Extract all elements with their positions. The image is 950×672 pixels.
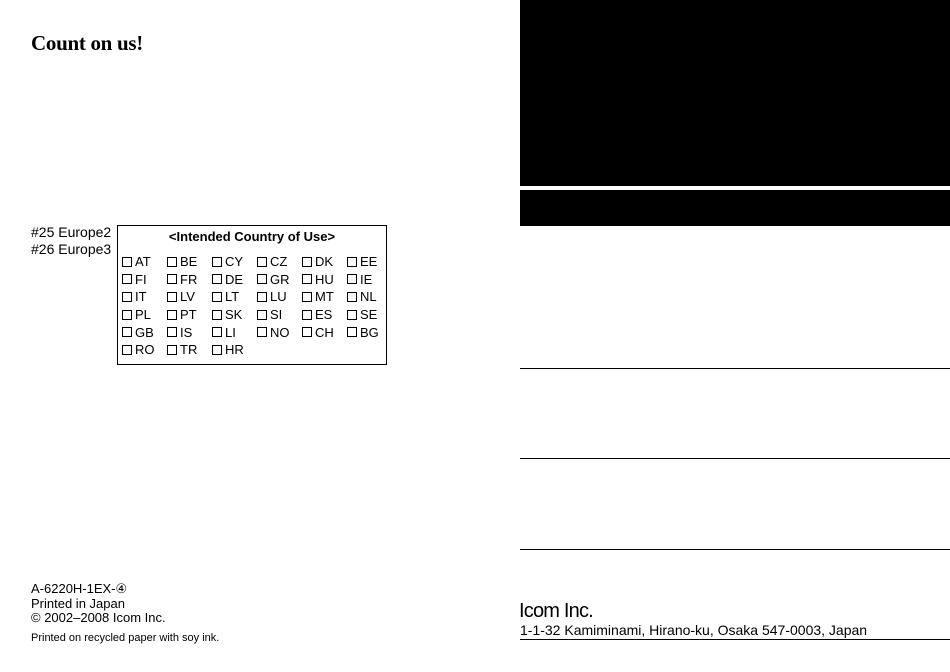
checkbox-icon[interactable] <box>212 257 222 267</box>
country-code: AT <box>135 254 151 270</box>
country-option <box>167 341 212 359</box>
country-checklist <box>122 253 392 359</box>
checkbox-icon[interactable] <box>122 345 132 355</box>
country-option <box>302 306 347 324</box>
checkbox-icon[interactable] <box>347 257 357 267</box>
country-code: IT <box>135 289 147 305</box>
intended-country-title: <Intended Country of Use> <box>168 229 336 244</box>
document-info <box>31 582 166 626</box>
country-code: PT <box>180 307 197 323</box>
country-code: HR <box>225 342 244 358</box>
icom-logo: Icom Inc. <box>519 600 593 622</box>
country-code: PL <box>135 307 151 323</box>
recycled-note: Printed on recycled paper with soy ink. <box>31 632 220 644</box>
country-code: FR <box>180 271 198 287</box>
checkbox-icon[interactable] <box>167 345 177 355</box>
checkbox-icon[interactable] <box>302 274 312 284</box>
checkbox-icon[interactable] <box>302 310 312 320</box>
checkbox-icon[interactable] <box>347 292 357 302</box>
country-option <box>302 288 347 306</box>
checkbox-icon[interactable] <box>347 274 357 284</box>
checkbox-icon[interactable] <box>167 274 177 284</box>
checkbox-icon[interactable] <box>257 292 267 302</box>
checkbox-icon[interactable] <box>257 257 267 267</box>
country-option <box>212 271 257 289</box>
country-code: GR <box>270 271 290 287</box>
country-option <box>167 253 212 271</box>
country-code: CH <box>315 324 334 340</box>
printed-in: Printed in Japan <box>31 595 125 611</box>
country-option <box>257 323 302 341</box>
checkbox-icon[interactable] <box>122 257 132 267</box>
version-label: #26 Europe3 <box>31 241 112 257</box>
country-option <box>122 271 167 289</box>
country-option <box>302 323 347 341</box>
copyright: © 2002–2008 Icom Inc. <box>31 610 166 625</box>
version-label: #25 Europe2 <box>31 224 112 240</box>
country-code: LU <box>270 289 287 305</box>
country-code: IS <box>180 324 193 340</box>
country-code: CZ <box>270 254 288 270</box>
country-code: BG <box>360 324 379 340</box>
country-option <box>302 253 347 271</box>
checkbox-icon[interactable] <box>347 327 357 337</box>
country-code: NO <box>270 324 290 340</box>
checkbox-icon[interactable] <box>122 292 132 302</box>
checkbox-icon[interactable] <box>302 327 312 337</box>
checkbox-icon[interactable] <box>212 310 222 320</box>
checkbox-icon[interactable] <box>302 257 312 267</box>
country-option <box>122 253 167 271</box>
country-code: NL <box>360 289 377 305</box>
version-labels <box>31 224 111 258</box>
country-option <box>257 288 302 306</box>
country-option <box>257 253 302 271</box>
divider-line <box>520 549 950 550</box>
country-option <box>347 253 392 271</box>
country-option <box>347 288 392 306</box>
divider-line <box>520 368 950 369</box>
country-code: DE <box>225 271 244 287</box>
country-option <box>122 288 167 306</box>
country-option <box>302 271 347 289</box>
checkbox-icon[interactable] <box>257 310 267 320</box>
checkbox-icon[interactable] <box>212 345 222 355</box>
country-code: IE <box>360 271 373 287</box>
checkbox-icon[interactable] <box>212 327 222 337</box>
country-option <box>167 306 212 324</box>
country-code: GB <box>135 324 154 340</box>
country-code: RO <box>135 342 155 358</box>
divider-line <box>520 458 950 459</box>
country-option <box>167 323 212 341</box>
country-option <box>167 288 212 306</box>
country-option <box>257 306 302 324</box>
country-code: FI <box>135 271 147 287</box>
checkbox-icon[interactable] <box>167 310 177 320</box>
company-address: 1-1-32 Kamiminami, Hirano-ku, Osaka 547-0003, Japan <box>520 622 868 638</box>
country-option <box>212 341 257 359</box>
country-option <box>212 253 257 271</box>
black-panel <box>520 0 950 186</box>
checkbox-icon[interactable] <box>212 274 222 284</box>
checkbox-icon[interactable] <box>122 274 132 284</box>
country-option <box>212 306 257 324</box>
country-option <box>212 323 257 341</box>
country-code: SK <box>225 307 243 323</box>
country-code: DK <box>315 254 334 270</box>
country-option <box>347 271 392 289</box>
checkbox-icon[interactable] <box>122 327 132 337</box>
black-bar <box>520 190 950 226</box>
country-code: TR <box>180 342 198 358</box>
intended-country-box <box>117 225 387 365</box>
checkbox-icon[interactable] <box>302 292 312 302</box>
checkbox-icon[interactable] <box>347 310 357 320</box>
checkbox-icon[interactable] <box>257 274 267 284</box>
country-option <box>122 306 167 324</box>
checkbox-icon[interactable] <box>167 257 177 267</box>
country-code: CY <box>225 254 244 270</box>
country-code: BE <box>180 254 198 270</box>
country-code: SE <box>360 307 378 323</box>
country-code: LT <box>225 289 240 305</box>
country-option <box>122 341 167 359</box>
checkbox-icon[interactable] <box>167 327 177 337</box>
country-code: LV <box>180 289 195 305</box>
country-option <box>347 306 392 324</box>
tagline: Count on us! <box>31 31 143 55</box>
address-underline <box>520 639 950 640</box>
checkbox-icon[interactable] <box>257 327 267 337</box>
checkbox-icon[interactable] <box>212 292 222 302</box>
checkbox-icon[interactable] <box>122 310 132 320</box>
checkbox-icon[interactable] <box>167 292 177 302</box>
country-code: EE <box>360 254 378 270</box>
country-option <box>347 323 392 341</box>
country-code: SI <box>270 307 283 323</box>
country-option <box>122 323 167 341</box>
country-code: ES <box>315 307 333 323</box>
country-code: HU <box>315 271 334 287</box>
country-code: LI <box>225 324 236 340</box>
country-option <box>167 271 212 289</box>
document-code: A-6220H-1EX-④ <box>31 581 128 596</box>
country-code: MT <box>315 289 334 305</box>
country-option <box>212 288 257 306</box>
country-option <box>257 271 302 289</box>
